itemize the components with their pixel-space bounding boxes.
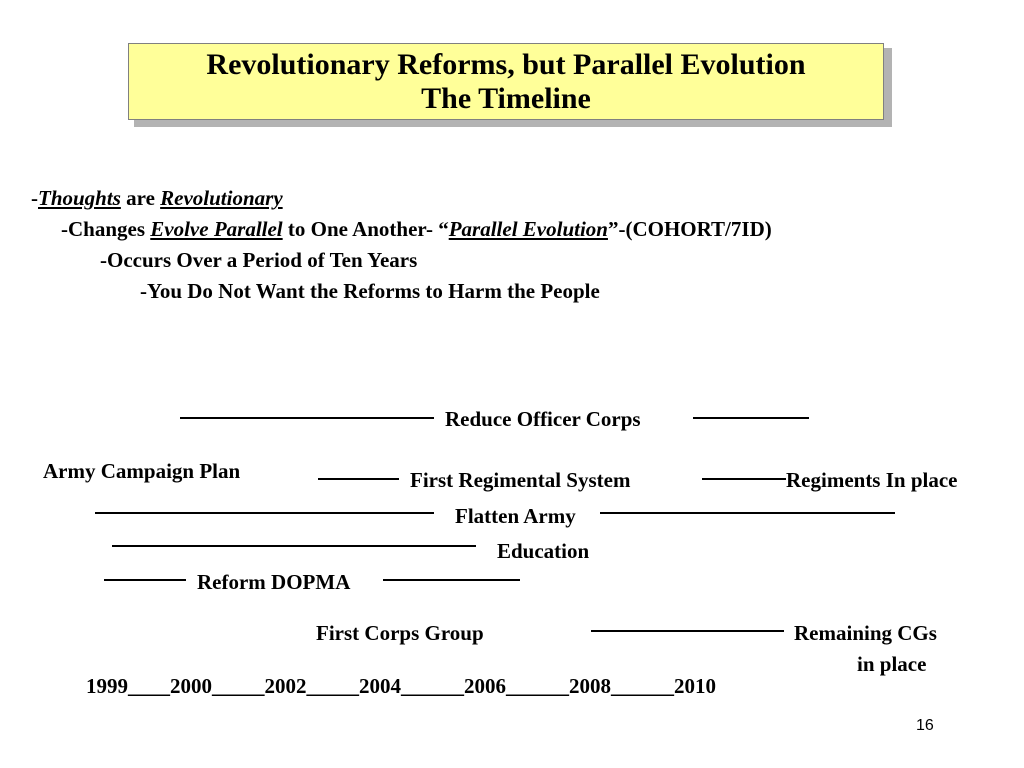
bullet-1-dash: - [31,186,38,210]
regiments-in-place-label: Regiments In place [786,468,958,492]
reform-dopma-line-left [104,579,186,581]
reduce-officer-corps-label: Reduce Officer Corps [445,407,641,431]
year-axis: 1999____2000_____2002_____2004______2006______2008______2010 [86,674,716,698]
education-line-left [112,545,476,547]
reduce-officer-corps-line-left [180,417,434,419]
education-label: Education [497,539,590,563]
remaining-cgs-label: Remaining CGs [794,621,937,645]
flatten-army-label: Flatten Army [455,504,576,528]
reform-dopma-label: Reform DOPMA [197,570,351,594]
bullet-2-mid: to One Another- “ [282,217,449,241]
title-line-2: The Timeline [421,82,591,115]
bullet-3: -Occurs Over a Period of Ten Years [100,248,418,272]
flatten-army-line-left [95,512,434,514]
army-campaign-plan-label: Army Campaign Plan [43,459,241,483]
title-box [128,43,884,120]
in-place-label: in place [857,652,927,676]
first-regimental-system-line-left [318,478,399,480]
flatten-army-line-right [600,512,895,514]
bullet-2 [61,219,772,240]
bullet-2-pre: -Changes [61,217,151,241]
page-number: 16 [916,717,934,734]
reduce-officer-corps-line-right [693,417,809,419]
first-corps-group-label: First Corps Group [316,621,484,645]
bullet-1-thoughts: Thoughts [38,186,121,210]
bullet-2-post: ”-(COHORT/7ID) [607,217,772,241]
title-line-1: Revolutionary Reforms, but Parallel Evolution [206,48,806,81]
bullet-1-mid: are [120,186,161,210]
bullet-1 [31,188,283,209]
bullet-2-parallel-evolution: Parallel Evolution [448,217,608,241]
bullet-2-evolve-parallel: Evolve Parallel [150,217,283,241]
first-regimental-system-line-right [702,478,786,480]
bullet-4: -You Do Not Want the Reforms to Harm the People [140,279,600,303]
reform-dopma-line-right [383,579,520,581]
bullet-1-revolutionary: Revolutionary [160,186,283,210]
first-regimental-system-label: First Regimental System [410,468,631,492]
first-corps-group-line-right [591,630,784,632]
